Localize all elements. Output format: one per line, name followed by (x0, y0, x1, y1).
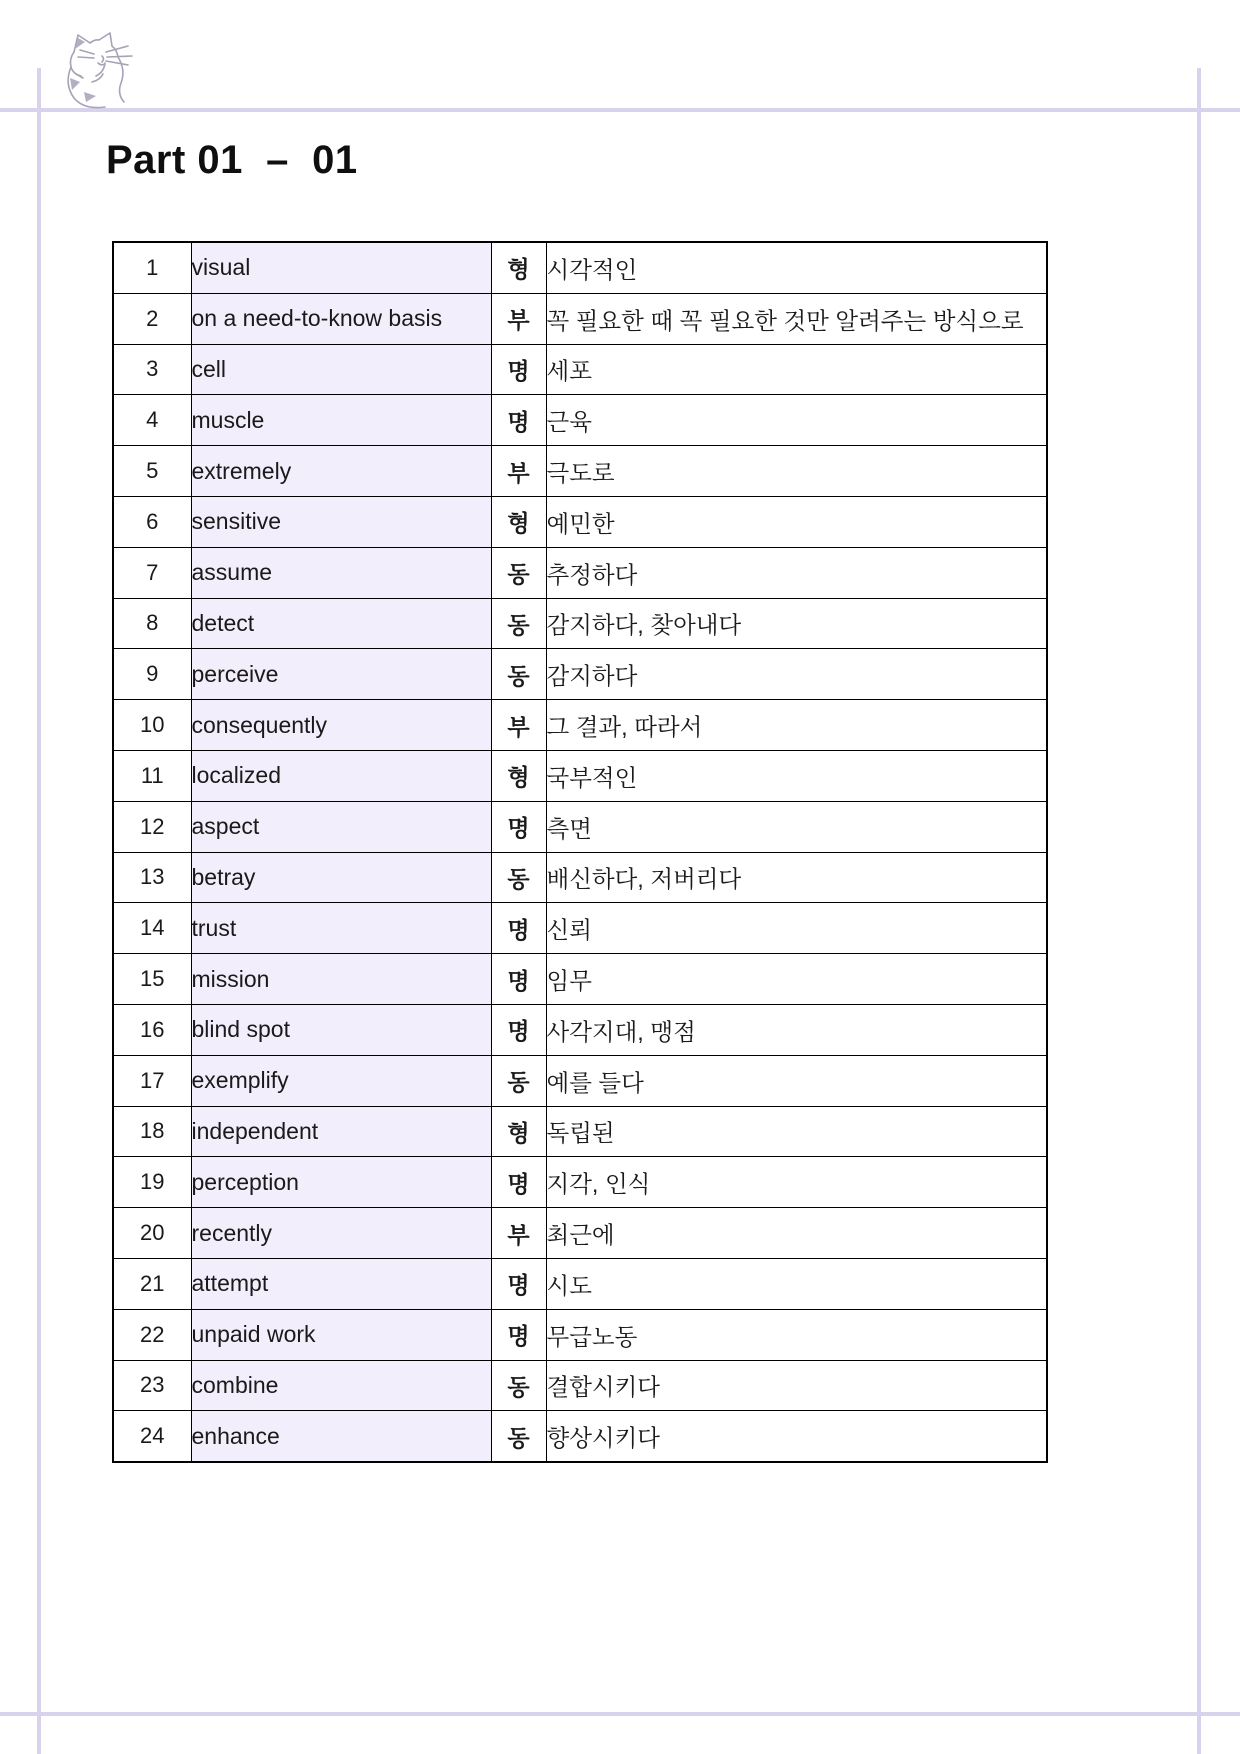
pos-cell: 형 (491, 1106, 546, 1157)
word-cell: cell (191, 344, 491, 395)
word-cell: attempt (191, 1258, 491, 1309)
pos-cell: 동 (491, 649, 546, 700)
table-row (113, 1411, 1047, 1462)
table-row (113, 700, 1047, 751)
pos-cell: 명 (491, 1004, 546, 1055)
pos-cell: 동 (491, 852, 546, 903)
meaning-cell: 감지하다 (546, 649, 1047, 700)
word-cell: exemplify (191, 1055, 491, 1106)
pos-cell: 형 (491, 750, 546, 801)
meaning-cell: 신뢰 (546, 903, 1047, 954)
meaning-cell: 결합시키다 (546, 1360, 1047, 1411)
meaning-cell: 국부적인 (546, 750, 1047, 801)
pos-cell: 동 (491, 598, 546, 649)
meaning-cell: 최근에 (546, 1208, 1047, 1259)
word-cell: visual (191, 242, 491, 293)
row-number-cell: 2 (113, 293, 191, 344)
table-row (113, 446, 1047, 497)
meaning-cell: 무급노동 (546, 1309, 1047, 1360)
meaning-cell: 근육 (546, 395, 1047, 446)
table-row (113, 547, 1047, 598)
pos-cell: 명 (491, 344, 546, 395)
word-cell: enhance (191, 1411, 491, 1462)
table-row (113, 903, 1047, 954)
pos-cell: 명 (491, 801, 546, 852)
word-cell: blind spot (191, 1004, 491, 1055)
row-number-cell: 8 (113, 598, 191, 649)
meaning-cell: 예민한 (546, 496, 1047, 547)
word-cell: consequently (191, 700, 491, 751)
meaning-cell: 시도 (546, 1258, 1047, 1309)
pos-cell: 동 (491, 547, 546, 598)
right-vertical-guide-line (1197, 68, 1201, 1754)
word-cell: extremely (191, 446, 491, 497)
top-horizontal-guide-line (0, 108, 1240, 112)
word-cell: perceive (191, 649, 491, 700)
pos-cell: 부 (491, 700, 546, 751)
meaning-cell: 향상시키다 (546, 1411, 1047, 1462)
meaning-cell: 꼭 필요한 때 꼭 필요한 것만 알려주는 방식으로 (546, 293, 1047, 344)
word-cell: trust (191, 903, 491, 954)
pos-cell: 형 (491, 496, 546, 547)
table-row (113, 293, 1047, 344)
table-row (113, 1360, 1047, 1411)
word-cell: detect (191, 598, 491, 649)
word-cell: combine (191, 1360, 491, 1411)
meaning-cell: 측면 (546, 801, 1047, 852)
row-number-cell: 13 (113, 852, 191, 903)
word-cell: on a need-to-know basis (191, 293, 491, 344)
meaning-cell: 세포 (546, 344, 1047, 395)
row-number-cell: 16 (113, 1004, 191, 1055)
row-number-cell: 20 (113, 1208, 191, 1259)
table-row (113, 1157, 1047, 1208)
word-cell: aspect (191, 801, 491, 852)
pos-cell: 부 (491, 293, 546, 344)
table-row (113, 344, 1047, 395)
row-number-cell: 22 (113, 1309, 191, 1360)
table-row (113, 242, 1047, 293)
table-row (113, 954, 1047, 1005)
table-row (113, 598, 1047, 649)
meaning-cell: 극도로 (546, 446, 1047, 497)
word-cell: localized (191, 750, 491, 801)
meaning-cell: 지각, 인식 (546, 1157, 1047, 1208)
table-row (113, 496, 1047, 547)
page-title: Part 01 – 01 (106, 138, 358, 182)
row-number-cell: 6 (113, 496, 191, 547)
word-cell: recently (191, 1208, 491, 1259)
pos-cell: 명 (491, 903, 546, 954)
table-row (113, 1106, 1047, 1157)
pos-cell: 동 (491, 1360, 546, 1411)
row-number-cell: 15 (113, 954, 191, 1005)
row-number-cell: 1 (113, 242, 191, 293)
row-number-cell: 12 (113, 801, 191, 852)
pos-cell: 동 (491, 1411, 546, 1462)
word-cell: unpaid work (191, 1309, 491, 1360)
table-row (113, 395, 1047, 446)
pos-cell: 부 (491, 1208, 546, 1259)
row-number-cell: 14 (113, 903, 191, 954)
table-row (113, 801, 1047, 852)
table-row (113, 750, 1047, 801)
pos-cell: 명 (491, 954, 546, 1005)
meaning-cell: 추정하다 (546, 547, 1047, 598)
row-number-cell: 18 (113, 1106, 191, 1157)
table-row (113, 852, 1047, 903)
row-number-cell: 3 (113, 344, 191, 395)
meaning-cell: 시각적인 (546, 242, 1047, 293)
row-number-cell: 17 (113, 1055, 191, 1106)
row-number-cell: 11 (113, 750, 191, 801)
vocab-table (112, 241, 1048, 1463)
word-cell: assume (191, 547, 491, 598)
row-number-cell: 7 (113, 547, 191, 598)
row-number-cell: 9 (113, 649, 191, 700)
row-number-cell: 21 (113, 1258, 191, 1309)
pos-cell: 부 (491, 446, 546, 497)
word-cell: muscle (191, 395, 491, 446)
table-row (113, 1208, 1047, 1259)
row-number-cell: 10 (113, 700, 191, 751)
row-number-cell: 23 (113, 1360, 191, 1411)
cat-sketch-icon (50, 30, 150, 112)
word-cell: betray (191, 852, 491, 903)
meaning-cell: 배신하다, 저버리다 (546, 852, 1047, 903)
meaning-cell: 감지하다, 찾아내다 (546, 598, 1047, 649)
row-number-cell: 4 (113, 395, 191, 446)
bottom-horizontal-guide-line (0, 1712, 1240, 1716)
table-row (113, 1309, 1047, 1360)
table-row (113, 1055, 1047, 1106)
table-row (113, 649, 1047, 700)
meaning-cell: 예를 들다 (546, 1055, 1047, 1106)
pos-cell: 명 (491, 1157, 546, 1208)
meaning-cell: 사각지대, 맹점 (546, 1004, 1047, 1055)
vocab-table-body (113, 242, 1047, 1462)
row-number-cell: 5 (113, 446, 191, 497)
pos-cell: 형 (491, 242, 546, 293)
row-number-cell: 19 (113, 1157, 191, 1208)
word-cell: mission (191, 954, 491, 1005)
word-cell: independent (191, 1106, 491, 1157)
pos-cell: 명 (491, 1258, 546, 1309)
pos-cell: 명 (491, 1309, 546, 1360)
pos-cell: 동 (491, 1055, 546, 1106)
meaning-cell: 독립된 (546, 1106, 1047, 1157)
meaning-cell: 그 결과, 따라서 (546, 700, 1047, 751)
row-number-cell: 24 (113, 1411, 191, 1462)
table-row (113, 1004, 1047, 1055)
word-cell: sensitive (191, 496, 491, 547)
word-cell: perception (191, 1157, 491, 1208)
meaning-cell: 임무 (546, 954, 1047, 1005)
table-row (113, 1258, 1047, 1309)
left-vertical-guide-line (37, 68, 41, 1754)
pos-cell: 명 (491, 395, 546, 446)
